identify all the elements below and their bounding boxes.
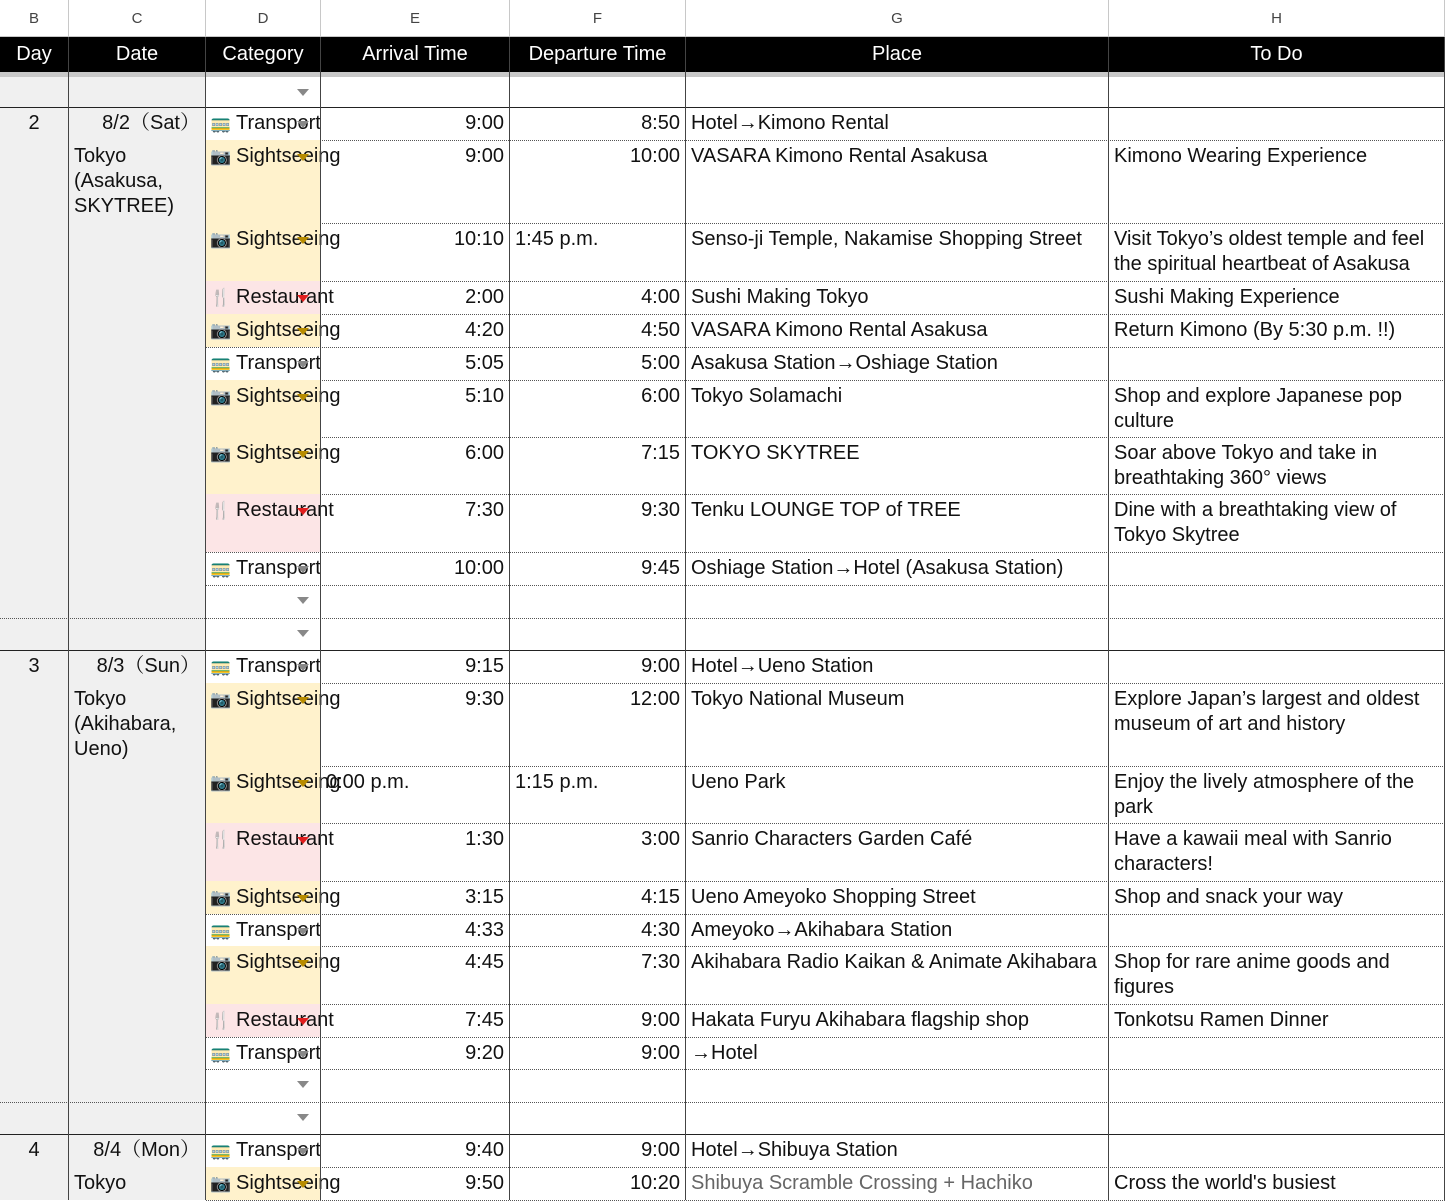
departure-time-cell[interactable]: 4:00 — [510, 281, 686, 314]
dropdown-caret-icon[interactable] — [297, 394, 309, 401]
place-cell[interactable]: Tokyo National Museum — [686, 683, 1109, 766]
place-cell[interactable]: Shibuya Scramble Crossing + Hachiko — [686, 1167, 1109, 1200]
place-cell[interactable]: Asakusa Station→Oshiage Station — [686, 347, 1109, 380]
camera-icon: 📷 — [210, 953, 232, 972]
category-label: Sightseeing — [236, 951, 341, 973]
day-number — [0, 650, 69, 1134]
category-label: Transport — [236, 1139, 321, 1161]
arrival-time-cell[interactable]: 9:00 — [321, 140, 510, 223]
dropdown-caret-icon[interactable] — [297, 295, 309, 302]
place-cell[interactable]: Ueno Park — [686, 766, 1109, 823]
departure-time-cell[interactable]: 6:00 — [510, 380, 686, 437]
place-cell[interactable]: VASARA Kimono Rental Asakusa — [686, 140, 1109, 223]
header-day[interactable]: Day — [0, 37, 69, 72]
arrival-time-cell[interactable]: 4:45 — [321, 946, 510, 1004]
category-label: Restaurant — [236, 1009, 334, 1031]
arrival-time-cell[interactable]: 3:15 — [321, 881, 510, 914]
empty-cell[interactable] — [321, 585, 510, 618]
column-header-d[interactable]: D — [206, 0, 321, 37]
place-cell[interactable]: Ueno Ameyoko Shopping Street — [686, 881, 1109, 914]
category-dropdown[interactable] — [206, 552, 321, 585]
dropdown-caret-icon[interactable] — [297, 1018, 309, 1025]
empty-cell[interactable] — [206, 585, 321, 618]
todo-cell[interactable] — [1109, 107, 1445, 140]
category-dropdown[interactable] — [206, 946, 341, 1004]
dropdown-caret-icon[interactable] — [297, 630, 309, 637]
dropdown-caret-icon[interactable] — [297, 361, 309, 368]
empty-cell[interactable] — [510, 618, 686, 650]
arrival-time-cell[interactable]: 6:00 — [321, 437, 510, 494]
arrival-time-cell[interactable]: 4:33 — [321, 914, 510, 946]
category-dropdown[interactable] — [206, 437, 341, 494]
area-text: Tokyo — [74, 1172, 127, 1194]
todo-cell[interactable]: Enjoy the lively atmosphere of the park — [1109, 766, 1445, 823]
dropdown-caret-icon[interactable] — [297, 895, 309, 902]
empty-cell-top-4[interactable] — [510, 77, 686, 107]
category-dropdown[interactable] — [206, 347, 321, 380]
area-text: Tokyo (Akihabara, Ueno) — [74, 688, 177, 760]
departure-time-cell[interactable]: 10:20 — [510, 1167, 686, 1200]
category-label: Transport — [236, 1042, 321, 1064]
place-cell[interactable]: Hotel→Ueno Station — [686, 650, 1109, 683]
train-icon: 🚃 — [210, 559, 232, 578]
date-cell — [69, 650, 206, 1134]
empty-cell[interactable] — [206, 1102, 321, 1134]
header-place[interactable]: Place — [686, 37, 1109, 72]
empty-cell[interactable] — [206, 1069, 321, 1102]
date-text: 8/4（Mon） — [93, 1139, 200, 1161]
category-dropdown[interactable] — [206, 766, 341, 823]
dropdown-caret-icon[interactable] — [297, 566, 309, 573]
date-cell — [69, 1134, 206, 1200]
place-cell[interactable]: Senso-ji Temple, Nakamise Shopping Street — [686, 223, 1109, 281]
departure-time-cell[interactable]: 12:00 — [510, 683, 686, 766]
todo-cell[interactable] — [1109, 1037, 1445, 1069]
empty-cell-top-0[interactable] — [0, 77, 69, 107]
header-date[interactable]: Date — [69, 37, 206, 72]
camera-icon: 📷 — [210, 321, 232, 340]
date-text: 8/3（Sun） — [96, 655, 200, 677]
todo-cell[interactable]: Shop and explore Japanese pop culture — [1109, 380, 1445, 437]
category-label: Sightseeing — [236, 385, 341, 407]
area-text: Tokyo (Asakusa, SKYTREE) — [74, 145, 175, 217]
departure-time-cell[interactable]: 9:00 — [510, 1134, 686, 1167]
category-label: Sightseeing — [236, 442, 341, 464]
departure-time-cell[interactable]: 9:30 — [510, 494, 686, 552]
fork-knife-icon: 🍴 — [210, 288, 232, 307]
column-header-f[interactable]: F — [510, 0, 686, 37]
dropdown-caret-icon[interactable] — [297, 1148, 309, 1155]
header-departure-time[interactable]: Departure Time — [510, 37, 686, 72]
todo-cell[interactable] — [1109, 914, 1445, 946]
column-divider — [1108, 37, 1109, 1200]
dropdown-caret-icon[interactable] — [297, 154, 309, 161]
empty-cell[interactable] — [1109, 618, 1445, 650]
departure-time-cell[interactable]: 7:15 — [510, 437, 686, 494]
category-dropdown[interactable] — [206, 1167, 341, 1200]
dropdown-caret-icon[interactable] — [297, 237, 309, 244]
empty-cell[interactable] — [686, 1069, 1109, 1102]
column-divider — [68, 37, 69, 1200]
departure-time-cell[interactable]: 5:00 — [510, 347, 686, 380]
arrival-time-cell[interactable]: 5:10 — [321, 380, 510, 437]
camera-icon: 📷 — [210, 773, 232, 792]
header-arrival-time[interactable]: Arrival Time — [321, 37, 510, 72]
departure-time-cell[interactable]: 10:00 — [510, 140, 686, 223]
empty-cell-top-3[interactable] — [321, 77, 510, 107]
column-divider — [205, 37, 206, 1200]
place-cell[interactable]: Sanrio Characters Garden Café — [686, 823, 1109, 881]
departure-time-cell[interactable]: 7:30 — [510, 946, 686, 1004]
category-label: Sightseeing — [236, 1172, 341, 1194]
todo-cell[interactable] — [1109, 1134, 1445, 1167]
category-label: Transport — [236, 352, 321, 374]
departure-time-cell[interactable]: 9:00 — [510, 1004, 686, 1037]
empty-cell[interactable] — [686, 585, 1109, 618]
empty-cell[interactable] — [510, 1102, 686, 1134]
place-cell[interactable]: Hotel→Kimono Rental — [686, 107, 1109, 140]
todo-cell[interactable] — [1109, 347, 1445, 380]
place-cell[interactable]: Tokyo Solamachi — [686, 380, 1109, 437]
empty-cell[interactable] — [321, 1102, 510, 1134]
arrival-time-cell[interactable]: 9:15 — [321, 650, 510, 683]
departure-time-cell[interactable]: 4:15 — [510, 881, 686, 914]
category-label: Sightseeing — [236, 688, 341, 710]
day-number-text: 3 — [28, 655, 40, 677]
column-divider — [685, 37, 686, 1200]
category-dropdown[interactable] — [206, 281, 334, 314]
empty-cell-top-6[interactable] — [1109, 77, 1445, 107]
column-divider — [509, 37, 510, 1200]
arrival-time-cell[interactable]: 9:30 — [321, 683, 510, 766]
category-dropdown[interactable] — [206, 881, 341, 914]
dropdown-caret-icon[interactable] — [297, 1081, 309, 1088]
dropdown-caret-icon[interactable] — [297, 664, 309, 671]
category-dropdown[interactable] — [206, 107, 321, 140]
dropdown-caret-icon[interactable] — [297, 328, 309, 335]
column-header-h[interactable]: H — [1109, 0, 1445, 37]
arrival-time-cell[interactable]: 9:00 — [321, 107, 510, 140]
dropdown-caret-icon[interactable] — [297, 928, 309, 935]
category-dropdown[interactable] — [206, 1037, 321, 1069]
category-dropdown[interactable] — [206, 223, 341, 281]
empty-cell[interactable] — [1109, 1102, 1445, 1134]
todo-cell[interactable]: Have a kawaii meal with Sanrio characters! — [1109, 823, 1445, 881]
category-label: Restaurant — [236, 499, 334, 521]
todo-cell[interactable]: Shop and snack your way — [1109, 881, 1445, 914]
todo-cell[interactable]: Kimono Wearing Experience — [1109, 140, 1445, 223]
camera-icon: 📷 — [210, 1174, 232, 1193]
category-dropdown[interactable] — [206, 140, 341, 223]
arrival-time-cell[interactable]: 10:10 — [321, 223, 510, 281]
arrival-time-cell[interactable]: 10:00 — [321, 552, 510, 585]
category-dropdown[interactable] — [206, 683, 341, 766]
arrival-time-cell[interactable]: 0:00 p.m. — [321, 766, 510, 823]
dropdown-caret-icon[interactable] — [297, 89, 309, 96]
place-cell[interactable]: TOKYO SKYTREE — [686, 437, 1109, 494]
departure-time-cell[interactable]: 9:45 — [510, 552, 686, 585]
dropdown-caret-icon[interactable] — [297, 508, 309, 515]
column-header-g[interactable]: G — [686, 0, 1109, 37]
category-label: Sightseeing — [236, 886, 341, 908]
empty-cell-top-2[interactable] — [206, 77, 321, 107]
day-separator — [0, 650, 1445, 651]
departure-time-cell[interactable]: 4:30 — [510, 914, 686, 946]
category-dropdown[interactable] — [206, 823, 334, 881]
category-dropdown[interactable] — [206, 914, 321, 946]
header-category[interactable]: Category — [206, 37, 321, 72]
fork-knife-icon: 🍴 — [210, 1011, 232, 1030]
todo-cell[interactable]: Explore Japan’s largest and oldest museum of art and history — [1109, 683, 1445, 766]
todo-cell[interactable]: Return Kimono (By 5:30 p.m. !!) — [1109, 314, 1445, 347]
category-label: Sightseeing — [236, 145, 341, 167]
dropdown-caret-icon[interactable] — [297, 837, 309, 844]
empty-cell-top-5[interactable] — [686, 77, 1109, 107]
empty-cell[interactable] — [686, 618, 1109, 650]
train-icon: 🚃 — [210, 921, 232, 940]
day-number-text: 4 — [28, 1139, 40, 1161]
place-cell[interactable]: Hotel→Shibuya Station — [686, 1134, 1109, 1167]
category-label: Sightseeing — [236, 771, 341, 793]
category-dropdown[interactable] — [206, 1004, 334, 1037]
empty-cell[interactable] — [321, 1069, 510, 1102]
todo-cell[interactable]: Cross the world's busiest — [1109, 1167, 1445, 1200]
departure-time-cell[interactable]: 8:50 — [510, 107, 686, 140]
todo-cell[interactable]: Sushi Making Experience — [1109, 281, 1445, 314]
day-separator — [0, 1134, 1445, 1135]
empty-cell-top-1[interactable] — [69, 77, 206, 107]
arrival-time-cell[interactable]: 5:05 — [321, 347, 510, 380]
category-label: Sightseeing — [236, 319, 341, 341]
category-label: Sightseeing — [236, 228, 341, 250]
dropdown-caret-icon[interactable] — [297, 960, 309, 967]
departure-time-cell[interactable]: 3:00 — [510, 823, 686, 881]
camera-icon: 📷 — [210, 387, 232, 406]
header-to-do[interactable]: To Do — [1109, 37, 1445, 72]
dropdown-caret-icon[interactable] — [297, 1114, 309, 1121]
category-label: Restaurant — [236, 828, 334, 850]
empty-cell[interactable] — [686, 1102, 1109, 1134]
category-dropdown[interactable] — [206, 650, 321, 683]
arrival-time-cell[interactable]: 1:30 — [321, 823, 510, 881]
arrival-time-cell[interactable]: 7:45 — [321, 1004, 510, 1037]
departure-time-cell[interactable]: 4:50 — [510, 314, 686, 347]
empty-cell[interactable] — [510, 585, 686, 618]
date-text: 8/2（Sat） — [102, 112, 200, 134]
todo-cell[interactable]: Shop for rare anime goods and figures — [1109, 946, 1445, 1004]
camera-icon: 📷 — [210, 444, 232, 463]
date-cell — [69, 107, 206, 650]
train-icon: 🚃 — [210, 354, 232, 373]
camera-icon: 📷 — [210, 690, 232, 709]
column-header-b[interactable]: B — [0, 0, 69, 37]
camera-icon: 📷 — [210, 230, 232, 249]
empty-cell[interactable] — [510, 1069, 686, 1102]
todo-cell[interactable] — [1109, 552, 1445, 585]
day-separator — [0, 107, 1445, 108]
day-number — [0, 1134, 69, 1200]
column-header-e[interactable]: E — [321, 0, 510, 37]
arrival-time-cell[interactable]: 7:30 — [321, 494, 510, 552]
category-label: Transport — [236, 557, 321, 579]
day-number-text: 2 — [28, 112, 40, 134]
place-cell[interactable]: Akihabara Radio Kaikan & Animate Akihabara — [686, 946, 1109, 1004]
todo-cell[interactable]: Dine with a breathtaking view of Tokyo Skytree — [1109, 494, 1445, 552]
departure-time-cell[interactable]: 1:15 p.m. — [510, 766, 686, 823]
category-label: Restaurant — [236, 286, 334, 308]
dropdown-caret-icon[interactable] — [297, 780, 309, 787]
arrival-time-cell[interactable]: 9:40 — [321, 1134, 510, 1167]
place-cell[interactable]: Oshiage Station→Hotel (Asakusa Station) — [686, 552, 1109, 585]
category-dropdown[interactable] — [206, 1134, 321, 1167]
category-label: Transport — [236, 919, 321, 941]
fork-knife-icon: 🍴 — [210, 501, 232, 520]
dropdown-caret-icon[interactable] — [297, 597, 309, 604]
place-cell[interactable]: Sushi Making Tokyo — [686, 281, 1109, 314]
empty-cell[interactable] — [206, 618, 321, 650]
place-cell[interactable]: Hakata Furyu Akihabara flagship shop — [686, 1004, 1109, 1037]
todo-cell[interactable]: Visit Tokyo’s oldest temple and feel the spiritual heartbeat of Asakusa — [1109, 223, 1445, 281]
camera-icon: 📷 — [210, 147, 232, 166]
fork-knife-icon: 🍴 — [210, 830, 232, 849]
dropdown-caret-icon[interactable] — [297, 697, 309, 704]
train-icon: 🚃 — [210, 1141, 232, 1160]
dropdown-caret-icon[interactable] — [297, 451, 309, 458]
departure-time-cell[interactable]: 1:45 p.m. — [510, 223, 686, 281]
empty-cell[interactable] — [1109, 585, 1445, 618]
train-icon: 🚃 — [210, 114, 232, 133]
arrival-time-cell[interactable]: 9:20 — [321, 1037, 510, 1069]
todo-cell[interactable]: Tonkotsu Ramen Dinner — [1109, 1004, 1445, 1037]
place-cell[interactable]: Ameyoko→Akihabara Station — [686, 914, 1109, 946]
category-label: Transport — [236, 112, 321, 134]
departure-time-cell[interactable]: 9:00 — [510, 1037, 686, 1069]
train-icon: 🚃 — [210, 657, 232, 676]
camera-icon: 📷 — [210, 888, 232, 907]
todo-cell[interactable]: Soar above Tokyo and take in breathtaking 360° views — [1109, 437, 1445, 494]
todo-cell[interactable] — [1109, 650, 1445, 683]
column-header-c[interactable]: C — [69, 0, 206, 37]
category-dropdown[interactable] — [206, 314, 341, 347]
departure-time-cell[interactable]: 9:00 — [510, 650, 686, 683]
place-cell[interactable]: VASARA Kimono Rental Asakusa — [686, 314, 1109, 347]
category-dropdown[interactable] — [206, 380, 341, 437]
place-cell[interactable]: →Hotel — [686, 1037, 1109, 1069]
place-cell[interactable]: Tenku LOUNGE TOP of TREE — [686, 494, 1109, 552]
column-divider — [320, 37, 321, 1200]
arrival-time-cell[interactable]: 2:00 — [321, 281, 510, 314]
category-label: Transport — [236, 655, 321, 677]
empty-cell[interactable] — [1109, 1069, 1445, 1102]
train-icon: 🚃 — [210, 1044, 232, 1063]
arrival-time-cell[interactable]: 4:20 — [321, 314, 510, 347]
dropdown-caret-icon[interactable] — [297, 1051, 309, 1058]
category-dropdown[interactable] — [206, 494, 334, 552]
day-number — [0, 107, 69, 650]
arrival-time-cell[interactable]: 9:50 — [321, 1167, 510, 1200]
dropdown-caret-icon[interactable] — [297, 1181, 309, 1188]
empty-cell[interactable] — [321, 618, 510, 650]
dropdown-caret-icon[interactable] — [297, 121, 309, 128]
